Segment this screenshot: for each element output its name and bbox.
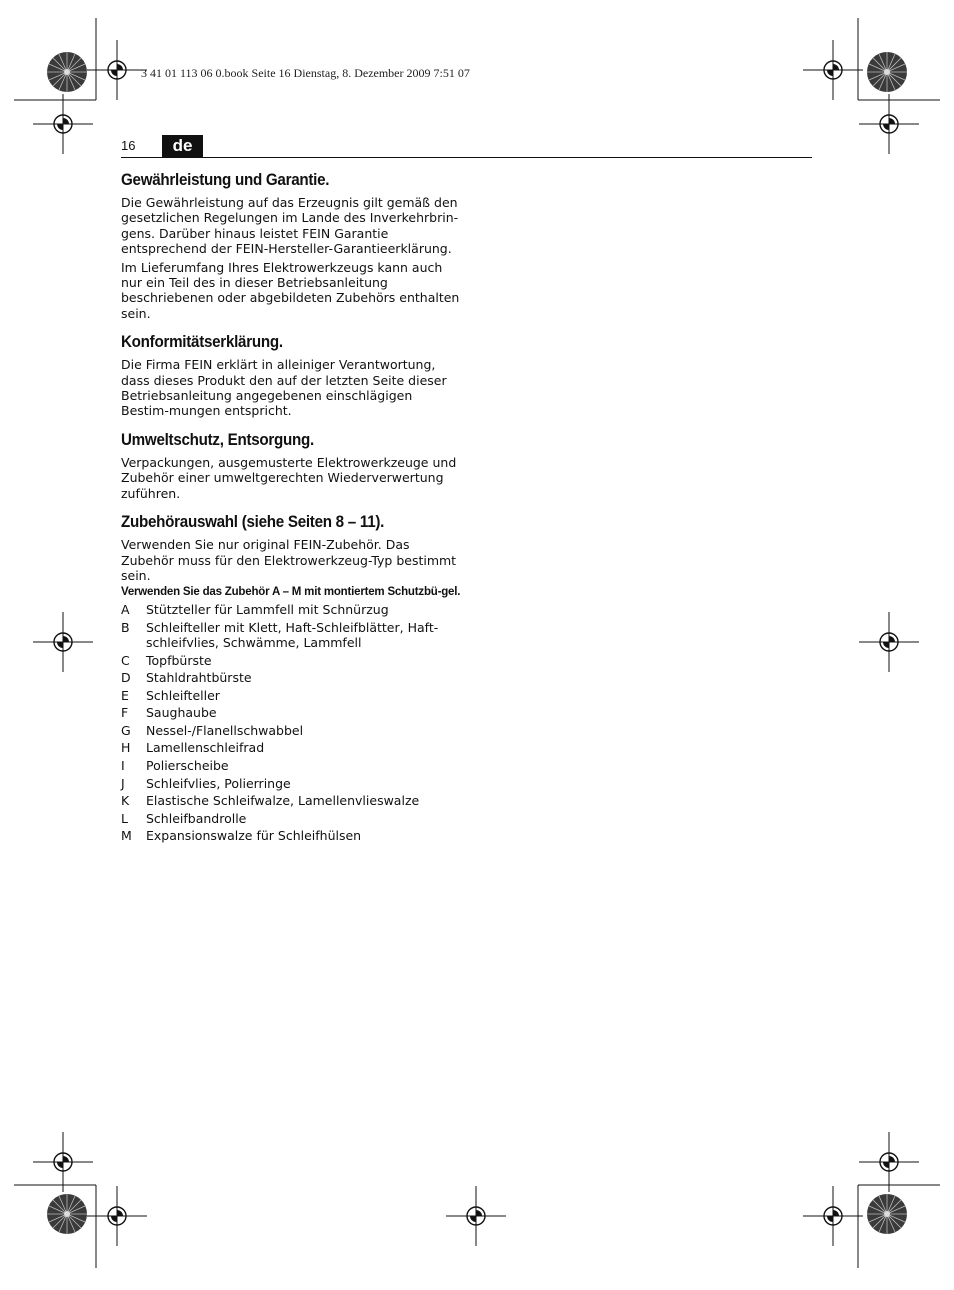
item-key: C (121, 652, 130, 668)
item-text: Stützteller für Lammfell mit Schnürzug (146, 601, 389, 617)
item-key: I (121, 758, 125, 774)
section-title: Zubehörauswahl (siehe Seiten 8 – 11). (121, 513, 385, 532)
item-text: Schleifbandrolle (146, 810, 247, 826)
list-item (121, 602, 461, 617)
section-warranty (121, 170, 461, 321)
page-number: 16 (121, 138, 136, 153)
book-info-line: 3 41 01 113 06 0.book Seite 16 Dienstag, 8. Dezember 2009 7:51 07 (141, 66, 470, 80)
item-text: Topfbürste (146, 652, 212, 668)
section-title: Umweltschutz, Entsorgung. (121, 430, 314, 449)
item-key: E (121, 687, 129, 703)
item-key: H (121, 740, 131, 756)
main-content (121, 170, 461, 855)
accessory-list (121, 602, 461, 844)
accessory-note: Verwenden Sie das Zubehör A – M mit montiertem Schutzbü-gel. (121, 586, 461, 599)
list-item (121, 740, 461, 755)
list-item (121, 723, 461, 738)
paragraph: Die Gewährleistung auf das Erzeugnis gilt gemäß den gesetzlichen Regelungen im Lande des Inverkehrbrin-gens. Darüber hinaus leistet FEIN Garantie entsprechend der FEIN-Hersteller-Garantieerklärung. (121, 195, 459, 257)
section-conformity (121, 332, 461, 419)
item-text: Lamellenschleifrad (146, 740, 265, 756)
list-item (121, 705, 461, 720)
list-item (121, 811, 461, 826)
item-key: A (121, 601, 130, 617)
header-rule (121, 157, 812, 158)
paragraph: Die Firma FEIN erklärt in alleiniger Verantwortung, dass dieses Produkt den auf der letzten Seite dieser Betriebsanleitung angegebenen einschlägigen Bestim-mungen entspricht. (121, 357, 447, 419)
list-item (121, 758, 461, 773)
list-item (121, 828, 461, 843)
item-text: Polierscheibe (146, 758, 229, 774)
list-item (121, 793, 461, 808)
paragraph: Verpackungen, ausgemusterte Elektrowerkzeuge und Zubehör einer umweltgerechten Wiederverwertung zuführen. (121, 454, 457, 501)
paragraph: Verwenden Sie nur original FEIN-Zubehör. Das Zubehör muss für den Elektrowerkzeug-Typ bestimmt sein. (121, 537, 457, 583)
item-text: Schleifteller mit Klett, Haft-Schleifblätter, Haft-schleifvlies, Schwämme, Lammfell (146, 619, 439, 650)
list-item (121, 688, 461, 703)
item-key: F (121, 705, 129, 721)
list-item (121, 776, 461, 791)
item-text: Saughaube (146, 705, 217, 721)
section-title: Konformitätserklärung. (121, 333, 283, 352)
section-title: Gewährleistung und Garantie. (121, 171, 330, 189)
list-item (121, 670, 461, 685)
item-key: D (121, 670, 131, 686)
section-environment (121, 430, 461, 501)
item-key: M (121, 828, 132, 844)
language-tab: de (162, 135, 203, 157)
item-key: L (121, 810, 128, 826)
item-text: Expansionswalze für Schleifhülsen (146, 828, 362, 844)
item-key: K (121, 793, 130, 809)
item-text: Stahldrahtbürste (146, 670, 252, 686)
list-item (121, 620, 461, 651)
item-key: G (121, 722, 131, 738)
paragraph: Im Lieferumfang Ihres Elektrowerkzeugs kann auch nur ein Teil des in dieser Betriebsanleitung beschriebenen oder abgebildeten Zubehörs enthalten sein. (121, 259, 460, 321)
item-key: B (121, 619, 130, 635)
item-text: Schleifteller (146, 687, 220, 703)
item-text: Elastische Schleifwalze, Lamellenvlieswalze (146, 793, 420, 809)
item-key: J (121, 775, 125, 791)
list-item (121, 653, 461, 668)
item-text: Schleifvlies, Polierringe (146, 775, 291, 791)
section-accessories (121, 512, 461, 844)
item-text: Nessel-/Flanellschwabbel (146, 722, 304, 738)
